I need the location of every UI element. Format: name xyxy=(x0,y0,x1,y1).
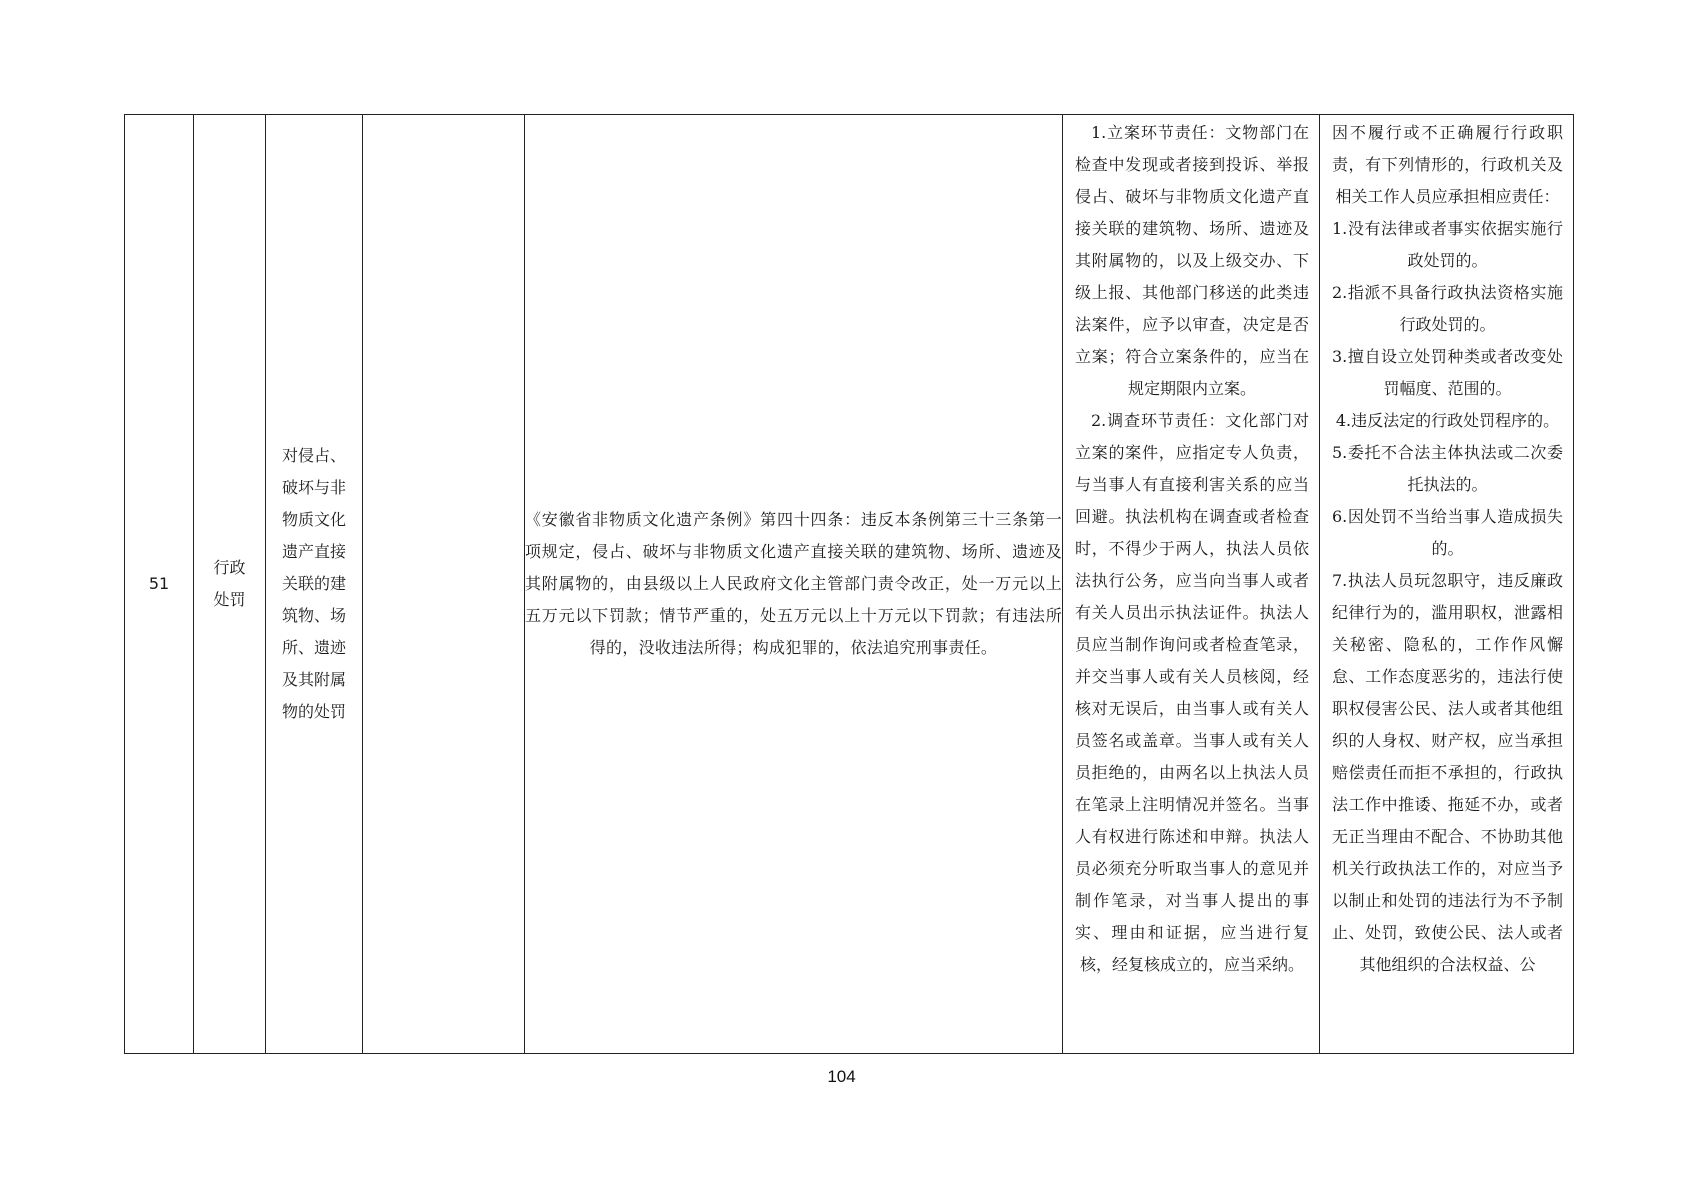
item-line: 物的处罚 xyxy=(281,702,346,721)
accountability-paragraph: 5.委托不合法主体执法或二次委托执法的。 xyxy=(1332,443,1563,494)
responsibility-paragraph: 2.调查环节责任：文化部门对立案的案件，应指定专人负责，与当事人有直接利害关系的应当回避。执法机构在调查或者检查时，不得少于两人，执法人员依法执行公务，应当向当事人或者有关人员出示执法证件。执法人员应当制作询问或者检查笔录，并交当事人或有关人员核阅，经核对无误后，由当事人或有关人员签名或盖章。当事人或有关人员拒绝的，由两名以上执法人员在笔录上注明情况并签名。当事人有权进行陈述和申辩。执法人员必须充分听取当事人的意见并制作笔录，对当事人提出的事实、理由和证据，应当进行复核，经复核成立的，应当采纳。 xyxy=(1075,411,1309,974)
item-line: 筑物、场 xyxy=(281,606,346,625)
accountability-paragraph: 2.指派不具备行政执法资格实施行政处罚的。 xyxy=(1332,283,1563,334)
item-line: 所、遗迹 xyxy=(281,638,346,657)
accountability-paragraph: 6.因处罚不当给当事人造成损失的。 xyxy=(1332,507,1563,558)
item-line: 遗产直接 xyxy=(281,542,346,561)
legal-basis: 《安徽省非物质文化遗产条例》第四十四条：违反本条例第三十三条第一项规定，侵占、破坏与非物质文化遗产直接关联的建筑物、场所、遗迹及其附属物的，由县级以上人民政府文化主管部门责令改正，处一万元以上五万元以下罚款；情节严重的，处五万元以上十万元以下罚款；有违法所得的，没收违法所得；构成犯罪的，依法追究刑事责任。 xyxy=(525,115,1063,1054)
table-row xyxy=(125,115,1574,1054)
accountability-paragraph: 因不履行或不正确履行行政职责，有下列情形的，行政机关及相关工作人员应承担相应责任： xyxy=(1332,123,1563,206)
responsibility-paragraph: 1.立案环节责任：文物部门在检查中发现或者接到投诉、举报侵占、破坏与非物质文化遗产直接关联的建筑物、场所、遗迹及其附属物的，以及上级交办、下级上报、其他部门移送的此类违法案件，应予以审查，决定是否立案；符合立案条件的，应当在规定期限内立案。 xyxy=(1075,123,1309,398)
accountability-paragraph: 1.没有法律或者事实依据实施行政处罚的。 xyxy=(1332,219,1563,270)
item-line: 对侵占、 xyxy=(281,446,346,465)
sub-item-cell xyxy=(363,115,525,1054)
accountability-paragraph: 4.违反法定的行政处罚程序的。 xyxy=(1335,411,1560,430)
power-item-name xyxy=(266,115,363,1054)
category-line: 行政 xyxy=(213,558,246,577)
power-category xyxy=(194,115,266,1054)
item-line: 破坏与非 xyxy=(281,478,346,497)
item-line: 物质文化 xyxy=(281,510,346,529)
item-line: 及其附属 xyxy=(281,670,346,689)
responsibility-cell xyxy=(1063,115,1320,1054)
item-line: 关联的建 xyxy=(281,574,346,593)
accountability-paragraph: 7.执法人员玩忽职守，违反廉政纪律行为的，滥用职权，泄露相关秘密、隐私的，工作作风懈怠、工作态度恶劣的，违法行使职权侵害公民、法人或者其他组织的人身权、财产权，应当承担赔偿责任而拒不承担的，行政执法工作中推诿、拖延不办，或者无正当理由不配合、不协助其他机关行政执法工作的，对应当予以制止和处罚的违法行为不予制止、处罚，致使公民、法人或者其他组织的合法权益、公 xyxy=(1332,571,1563,974)
row-number: 51 xyxy=(125,115,194,1054)
category-line: 处罚 xyxy=(213,590,246,609)
page-number: 104 xyxy=(827,1067,856,1086)
power-list-table xyxy=(124,114,1574,1054)
accountability-cell xyxy=(1320,115,1574,1054)
accountability-paragraph: 3.擅自设立处罚种类或者改变处罚幅度、范围的。 xyxy=(1332,347,1563,398)
